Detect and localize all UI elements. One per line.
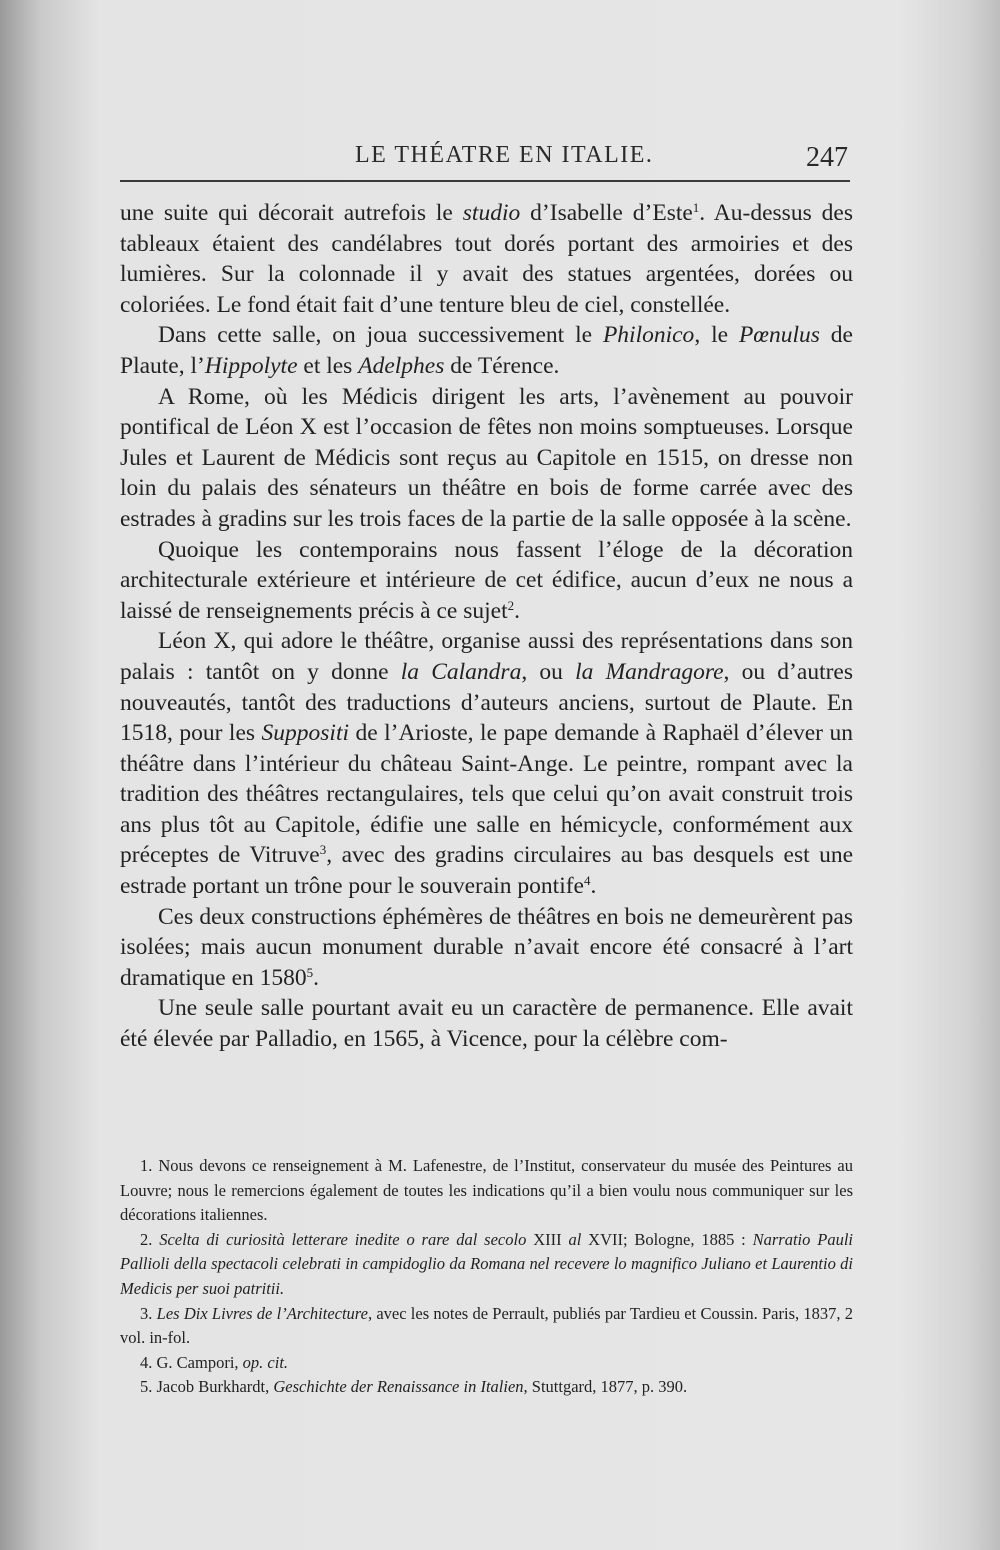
footnote-5: 5. Jacob Burkhardt, Geschichte der Renaissance in Italien, Stuttgard, 1877, p. 390. [140, 1377, 688, 1397]
paragraph: A Rome, où les Médicis dirigent les arts, l’avènement au pouvoir pontifical de Léon X est l’occasion de fêtes non moins somptueuses. Lorsque Jules et Laurent de Médicis sont reçus au Capitole en 1515, on dresse non loin du palais des sénateurs un théâtre en bois de forme carrée avec des estrades à gradins sur les trois faces de la partie de la salle opposée à la scène. [120, 383, 853, 532]
italic-term: Pœnulus [738, 322, 820, 349]
footnote-2: 2. Scelta di curiosità letterare inedite o rare dal secolo XIII al XVII; Bologne, 1885 : Narratio Pauli Pallioli della spectacoli celebrati in campidoglio da Romana nel recevere lo magnifico Juliano et Laurentio di Medicis per suoi patritii. [120, 1229, 853, 1298]
running-title: LE THÉATRE EN ITALIE. [355, 142, 654, 168]
footnote-4: 4. G. Campori, op. cit. [140, 1352, 289, 1372]
footnote-ref: 3 [319, 842, 327, 858]
header-rule [120, 180, 850, 182]
italic-term: Adelphes [358, 352, 445, 379]
paragraph: Dans cette salle, on joua successivement le Philonico, le Pœnulus de Plaute, l’Hippolyte et les Adelphes de Térence. [120, 322, 853, 379]
footnote-ref: 4 [583, 873, 591, 889]
italic-term: Suppositi [261, 720, 349, 747]
italic-term: Philonico [602, 322, 695, 349]
footnote-ref: 5 [306, 964, 314, 980]
page-number: 247 [806, 142, 848, 173]
paragraph: Ces deux constructions éphémères de théâtres en bois ne demeurèrent pas isolées; mais aucun monument durable n’avait encore été consacré à l’art dramatique en 1580$^5$. [120, 903, 853, 991]
italic-term: studio [462, 200, 521, 226]
body-text [120, 198, 853, 1055]
footnote-ref: 1 [692, 200, 700, 215]
footnote-3: 3. Les Dix Livres de l’Architecture, avec les notes de Perrault, publiés par Tardieu et Coussin. Paris, 1837, 2 vol. in-fol. [120, 1303, 854, 1348]
italic-term: la Calandra [400, 658, 522, 685]
paragraph: Léon X, qui adore le théâtre, organise aussi des représentations dans son palais : tantôt on y donne la Calandra, ou la Mandragore, ou d’autres nouveautés, tantôt des traductions d’auteurs anciens, surtout de Plaute. En 1518, pour les Suppositi de l’Arioste, le pape demande à Raphaël d’élever un théâtre dans l’intérieur du château Saint-Ange. Le peintre, rompant avec la tradition des théâtres rectangulaires, tels que celui qu’on avait construit trois ans plus tôt au Capitole, édifie une salle en hémicycle, conformément aux préceptes de Vitruve$^3$, avec des gradins circulaires au bas desquels est une estrade portant un trône pour le souverain pontife$^4$. [120, 628, 854, 900]
paragraph: une suite qui décorait autrefois le studio d’Isabelle d’Este$^1$. Au-dessus des tableaux étaient des candélabres tout dorés portant des armoiries et des lumières. Sur la colonnade il y avait des statues argentées, dorées ou coloriées. Le fond était fait d’une tenture bleu de ciel, constellée. [120, 200, 853, 318]
paragraph: Une seule salle pourtant avait eu un caractère de permanence. Elle avait été élevée par Palladio, en 1565, à Vicence, pour la célèbre com- [120, 995, 853, 1053]
italic-term: Hippolyte [204, 352, 298, 379]
page-header [120, 138, 850, 178]
footnote-1: 1. Nous devons ce renseignement à M. Lafenestre, de l’Institut, conservateur du musée des Peintures au Louvre; nous le remercions également de toutes les indications qu’il a bien voulu nous communiquer sur les décorations italiennes. [120, 1156, 853, 1225]
paragraph: Quoique les contemporains nous fassent l’éloge de la décoration architecturale extérieure et intérieure de cet édifice, aucun d’eux ne nous a laissé de renseignements précis à ce sujet$^2$. [120, 536, 853, 624]
footnotes [120, 1154, 853, 1400]
footnote-ref: 2 [507, 597, 515, 613]
italic-term: la Mandragore [575, 658, 724, 685]
